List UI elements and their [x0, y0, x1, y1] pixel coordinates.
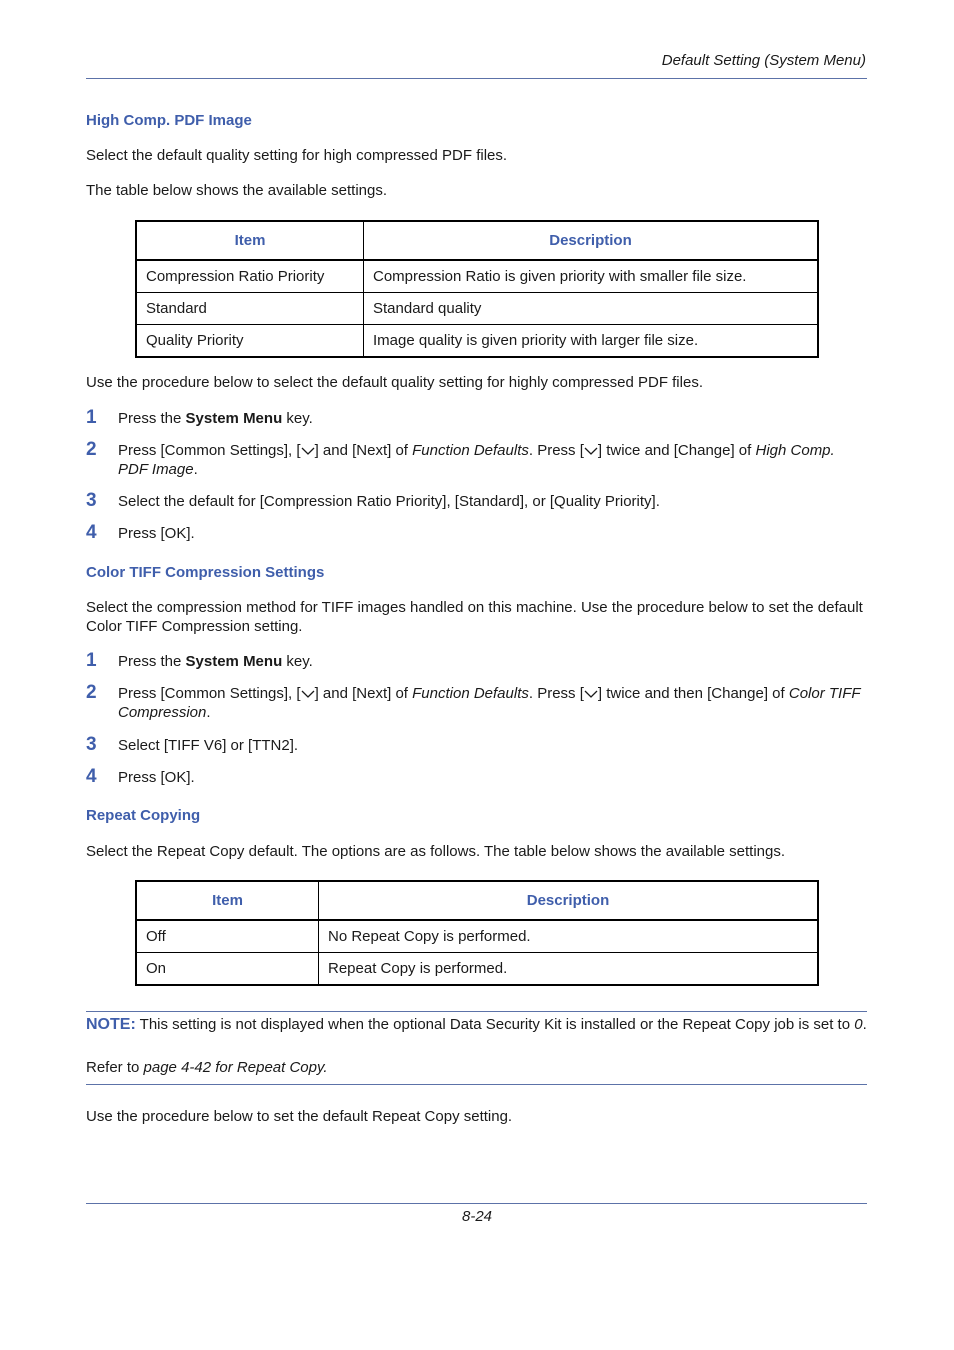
table-header-row [136, 881, 818, 920]
step-text: Press [Common Settings], [ ] and [Next] of Function Defaults. Press [ ] twice and [Change] of High Comp. PDF Image. [118, 442, 835, 478]
chevron-down-icon [584, 446, 598, 456]
page-number: 8-24 [461, 1208, 493, 1225]
page-header-title: Default Setting (System Menu) [661, 52, 866, 69]
table-cell-item: On [136, 953, 319, 986]
high-comp-procedure-intro: Use the procedure below to select the default quality setting for highly compressed PDF files. [86, 374, 703, 391]
step-text: Press [Common Settings], [ ] and [Next] of Function Defaults. Press [ ] twice and then [Change] of Color TIFF Compression. [118, 685, 861, 721]
table-header-row [136, 221, 818, 260]
table-row [136, 953, 818, 986]
step-number: 2 [86, 439, 97, 460]
table-cell-description: No Repeat Copy is performed. [319, 920, 819, 953]
repeat-copy-intro: Select the Repeat Copy default. The options are as follows. The table below shows the available settings. [86, 843, 786, 860]
chevron-down-icon [301, 446, 315, 456]
repeat-copy-procedure-intro: Use the procedure below to set the default Repeat Copy setting. [86, 1108, 513, 1125]
section-heading-color-tiff: Color TIFF Compression Settings [86, 564, 325, 581]
table-header-description: Description [364, 221, 819, 260]
step-number: 2 [86, 682, 97, 703]
step-number: 3 [86, 490, 97, 511]
section-heading-high-comp: High Comp. PDF Image [86, 112, 252, 129]
step-text: Press the System Menu key. [118, 410, 313, 427]
page-reference-link[interactable]: page 4-42 for Repeat Copy. [143, 1059, 328, 1076]
table-cell-description: Repeat Copy is performed. [319, 953, 819, 986]
note-bottom-rule [86, 1084, 867, 1085]
step-number: 1 [86, 407, 97, 428]
table-row [136, 920, 818, 953]
footer-rule [86, 1203, 867, 1204]
table-cell-item: Quality Priority [136, 325, 364, 358]
table-header-description: Description [319, 881, 819, 920]
table-header-item: Item [136, 881, 319, 920]
step-text: Select the default for [Compression Ratio Priority], [Standard], or [Quality Priority]. [118, 493, 660, 510]
table-row [136, 325, 818, 358]
high-comp-intro: Select the default quality setting for high compressed PDF files. [86, 147, 508, 164]
repeat-copy-settings-table [135, 880, 819, 986]
note-text: NOTE: This setting is not displayed when the optional Data Security Kit is installed or the Repeat Copy job is set to 0. [86, 1016, 867, 1033]
table-header-item: Item [136, 221, 364, 260]
step-text: Press [OK]. [118, 769, 195, 786]
chevron-down-icon [301, 689, 315, 699]
section-heading-repeat-copy: Repeat Copying [86, 807, 201, 824]
color-tiff-intro: Select the compression method for TIFF images handled on this machine. Use the procedure below to set the default Color TIFF Compression setting. [86, 599, 863, 635]
step-text: Select [TIFF V6] or [TTN2]. [118, 737, 299, 754]
table-cell-description: Compression Ratio is given priority with smaller file size. [364, 260, 819, 293]
table-cell-description: Standard quality [364, 293, 819, 325]
table-cell-description: Image quality is given priority with larger file size. [364, 325, 819, 358]
header-rule [86, 78, 867, 79]
table-cell-item: Standard [136, 293, 364, 325]
step-number: 4 [86, 766, 97, 787]
table-cell-item: Off [136, 920, 319, 953]
step-text: Press [OK]. [118, 525, 195, 542]
table-cell-item: Compression Ratio Priority [136, 260, 364, 293]
step-number: 3 [86, 734, 97, 755]
note-reference: Refer to page 4-42 for Repeat Copy. [86, 1059, 328, 1076]
chevron-down-icon [584, 689, 598, 699]
note-top-rule [86, 1011, 867, 1012]
step-number: 4 [86, 522, 97, 543]
step-text: Press the System Menu key. [118, 653, 313, 670]
table-row [136, 293, 818, 325]
step-number: 1 [86, 650, 97, 671]
high-comp-settings-table [135, 220, 819, 358]
high-comp-table-intro: The table below shows the available settings. [86, 182, 388, 199]
note-label: NOTE: [86, 1016, 136, 1033]
table-row [136, 260, 818, 293]
